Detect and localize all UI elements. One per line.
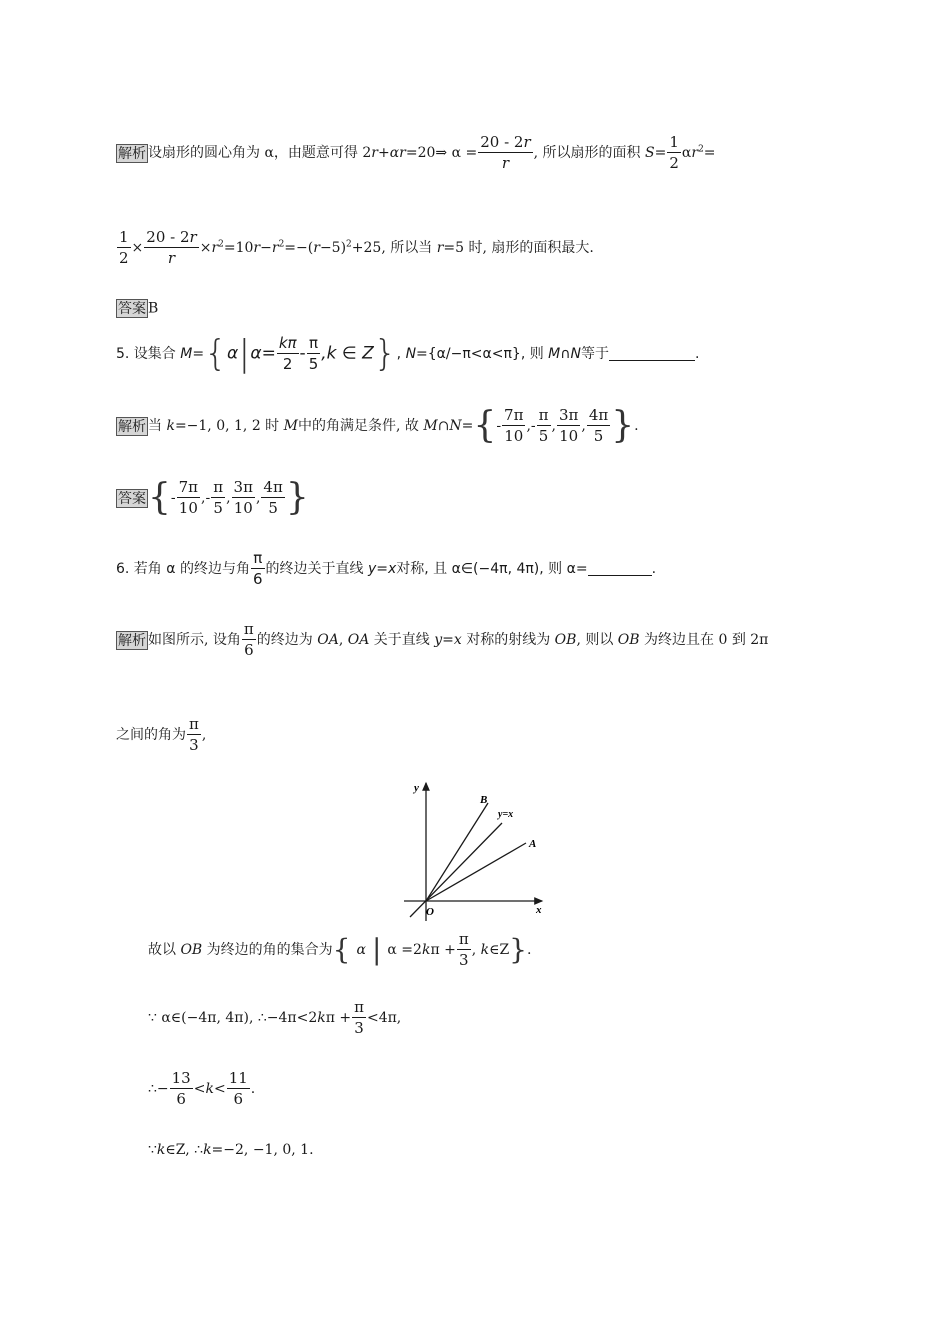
question-number: 5. <box>116 346 130 362</box>
ray-ob <box>426 803 488 901</box>
angle-figure <box>396 775 556 925</box>
fraction: $\frac{k\pi}{2}$ <box>278 334 297 373</box>
answer-tag: 答案 <box>118 301 146 317</box>
solution-6-line-5: ∴− $\frac{13}{6}$ <k< $\frac{11}{6}$ . <box>148 1069 256 1108</box>
fraction: $\frac{\pi}{5}$ <box>538 406 549 445</box>
fraction: $\frac{\pi}{5}$ <box>308 334 319 373</box>
solution-6-line-3: 故以 OB 为终边的角的集合为{ α | α =2kπ + $\frac{\pi}{3}$ , k∈Z}. <box>148 930 532 969</box>
fraction: $\frac{\pi}{3}$ <box>354 998 364 1037</box>
fraction: $\frac{\pi}{6}$ <box>252 549 263 588</box>
x-label: x <box>536 904 542 916</box>
origin-label: O <box>426 906 434 918</box>
solution-6-line-2: 之间的角为 $\frac{\pi}{3}$ , <box>116 715 207 754</box>
answer-5: 答案{- $\frac{7\pi}{10}$ ,- $\frac{\pi}{5}$ , $\frac{3\pi}{10}$ , $\frac{4\pi}{5}$ } <box>118 477 309 518</box>
solution-6-line-1: 解析 如图所示, 设角 $\frac{\pi}{6}$ 的终边为 OA, OA 关于直线 y=x 对称的射线为 OB, 则以 OB 为终边且在 0 到 2π <box>118 620 769 659</box>
answer-4: 答案 B <box>118 300 159 317</box>
ray-oa <box>426 843 526 901</box>
y-label: y <box>414 782 419 794</box>
fraction: $\frac{3\pi}{10}$ <box>233 478 253 517</box>
fraction: $\frac{7\pi}{10}$ <box>504 406 524 445</box>
answer-blank[interactable] <box>588 563 652 576</box>
fraction: $\frac{7\pi}{10}$ <box>178 478 199 517</box>
answer-blank[interactable] <box>609 348 695 361</box>
fraction: $\frac{\pi}{5}$ <box>213 478 224 517</box>
fraction: $\frac{20 - 2r}{r}$ <box>480 133 531 172</box>
fraction: $\frac{20 - 2r}{r}$ <box>146 228 197 267</box>
fraction: $\frac{1}{2}$ <box>119 228 129 267</box>
solution-4-line-2: $\frac{1}{2}$ × $\frac{20 - 2r}{r}$ $\times r^2=10r-r^2=-(r-5)^2+25$, 所以当 r=5 时, 扇形的面积最大. <box>119 228 594 267</box>
line-label: y=x <box>498 809 514 820</box>
fraction: $\frac{11}{6}$ <box>228 1069 248 1108</box>
solution-4-line-1: 解析 设扇形的圆心角为 α，由题意可得 2r+αr=20⇒ α = $\frac{20 - 2r}{r}$ , 所以扇形的面积 S= $\frac{1}{2}$ $\alpha r^2=$ <box>118 133 716 172</box>
answer-tag: 答案 <box>118 490 146 507</box>
fraction: $\frac{4\pi}{5}$ <box>588 406 609 445</box>
fraction: $\frac{4\pi}{5}$ <box>263 478 283 517</box>
fraction: $\frac{1}{2}$ <box>669 133 679 172</box>
analysis-tag: 解析 <box>118 145 146 162</box>
fraction: $\frac{\pi}{3}$ <box>189 715 199 754</box>
question-5: 5. 设集合 M={α|α= $\frac{k\pi}{2}$ - $\frac{\pi}{5}$ ,k ∈ Z}, N={α/−π<α<π}, 则 M∩N等于 . <box>116 333 700 374</box>
point-b-label: B <box>480 794 488 806</box>
solution-6-line-4: ∵ α∈(−4π, 4π), ∴−4π<2kπ + $\frac{\pi}{3}$ <4π, <box>148 998 402 1037</box>
solution-5: 解析 当 k=−1, 0, 1, 2 时 M中的角满足条件, 故 M∩N={- $\frac{7\pi}{10}$ ,- $\frac{\pi}{5}$ , $\frac{3\pi}{10}$ , $\frac{4\pi}{5}$ }. <box>118 405 639 446</box>
fraction: $\frac{13}{6}$ <box>171 1069 191 1108</box>
analysis-tag: 解析 <box>118 418 146 435</box>
analysis-tag: 解析 <box>118 632 146 649</box>
question-number: 6. <box>116 561 130 577</box>
line-y-equals-x <box>410 823 502 917</box>
fraction: $\frac{3\pi}{10}$ <box>558 406 579 445</box>
solution-6-line-6: ∵k∈Z, ∴k=−2, −1, 0, 1. <box>148 1142 314 1158</box>
question-6: 6. 若角 α 的终边与角 $\frac{\pi}{6}$ 的终边关于直线 y=x对称, 且 α∈(−4π, 4π), 则 α= . <box>116 549 657 588</box>
point-a-label: A <box>529 838 537 850</box>
fraction: $\frac{\pi}{3}$ <box>458 930 469 969</box>
fraction: $\frac{\pi}{6}$ <box>243 620 254 659</box>
